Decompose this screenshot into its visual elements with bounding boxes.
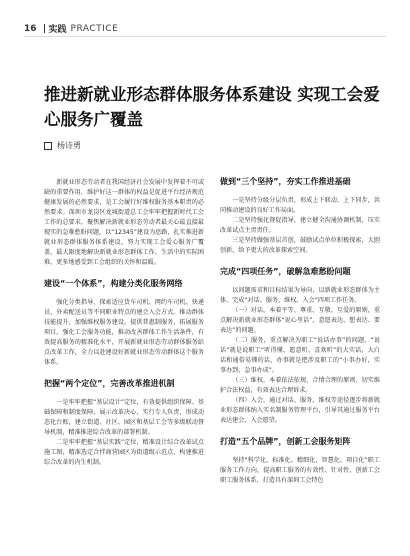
byline [44,140,81,151]
subheading-two-positions: 把握“两个定位”，完善改革推进机制 [44,379,175,388]
left-column [44,178,204,468]
paragraph: （二）服务，重点解决为职工“说话办事”的问题，“说话”就是说职工“听得懂、愿意听、喜欢听”的大实话，大白话和通俗易懂的话，办事就是把涉及职工的“小事办好，实事办到，急事办成”。 [220,337,380,374]
subheading-four-tasks: 完成“四项任务”，破解急难愁盼问题 [220,267,351,276]
paragraph: 以问题需求和目标结果为导向，以新就业形态群体为主体，完成“对话、服务、维权、入会”四项工作任务。 [220,287,380,304]
paragraph: 一是牢牢把握“基层设计”定位，有效提供组织保障、基础保障和制度保障，展示改革决心，实行专人负责、形成动态化台账，建立街道、社区、园区和基层工会等多级联动督导机制，精准推进综合改革的部署机制。 [44,399,204,436]
header-rule [24,36,386,37]
section-name-cn: 实践 [48,25,67,35]
paragraph: （四）入会，通过对话、服务、维权等途径逐步将新就业形态群体纳入实名制服务管理平台，引导其通过服务平台表达建会、入会愿望。 [220,397,380,424]
subheading-one-system: 建设“一个体系”，构建分类化服务网络 [44,279,183,288]
paragraph: （一）对话，本着平等、尊重、互敬、互爱的原则，重点解决新就业形态群体“说心里话”，意愿表达、想表达、要表达”的问题。 [220,307,380,334]
paragraph: 三是坚持做强基层首创，鼓励试点单位积极探索，大胆创新，给予更大的改革探索空间。 [220,237,380,254]
paragraph: 强化分类指导，探索适应货车司机、网约车司机、快递员、外卖配送员等不同职业特点的建会入会方式。推动群体技能提升，加强维权服务建设，提供普惠制服务，拓展服务项目，强化工会服务功能，推动改善群体工作生活条件，有效提高服务的精准化水平，开展新就业形态劳动群体服务站点改革工作，全力以赴建设好新就业形态劳动群体这个服务体系。 [44,299,204,366]
paragraph: 二是坚持强化督促指导，建立健全沟通协调机制，压实改革试点主责责任。 [220,217,380,234]
right-column [220,176,380,486]
intro-paragraph: 新就业形态劳动者在我国经济社会发展中发挥着不可或缺的重要作用，维护好这一群体的权益是促进平台经济规范健康发展的必然要求，是工会履行好维权服务基本职责的必然要求。深圳市龙岗区龙城街道总工会牢牢把握新时代工会工作的总要求，聚焦解决新就业形态劳动者最关心最直接最现实的急难愁盼问题，以“12345”建设为思路，扎实推进新就业形态群体服务体系建设，努力实现工会爱心服务广覆盖，最大限度地解决新就业形态群体工作、生活中的实际困难，更多地感受到工会组织的关怀和温暖。 [44,179,204,266]
paragraph: 二是牢牢把握“基层实践”定位，精准设计综合改革试点施工图，精准选定合拌商营园区为街道级示范点，构建推进综合改革的内生机制。 [44,439,204,466]
article-title: 推进新就业形态群体服务体系建设 实现工会爱心服务广覆盖 [44,85,380,129]
header-divider [44,24,45,33]
page-number: 16 [24,23,37,34]
byline-box-icon [44,142,52,150]
paragraph: 坚持“科学化、标准化、精细化、智慧化、项目化”职工服务工作方向，提高职工服务的有效性、针对性，创新工会职工服务体系，打造具有深圳工会特色 [220,457,380,484]
paragraph: 一是坚持分级分层负责，形成上下联动、上下同步，共同推动建设的良好工作局面。 [220,197,380,214]
page-header [24,22,118,35]
section-name-en: PRACTICE [70,23,119,34]
paragraph: （三）维权，本着依法依规，合情合理的原则，切实维护合法权益，有效表达合理诉求。 [220,377,380,394]
subheading-five-brands: 打造“五个品牌”，创新工会服务矩阵 [220,437,351,446]
subheading-three-insistences: 做到“三个坚持”，夯实工作推进基础 [220,177,351,186]
author-name: 杨诗勇 [57,141,81,150]
